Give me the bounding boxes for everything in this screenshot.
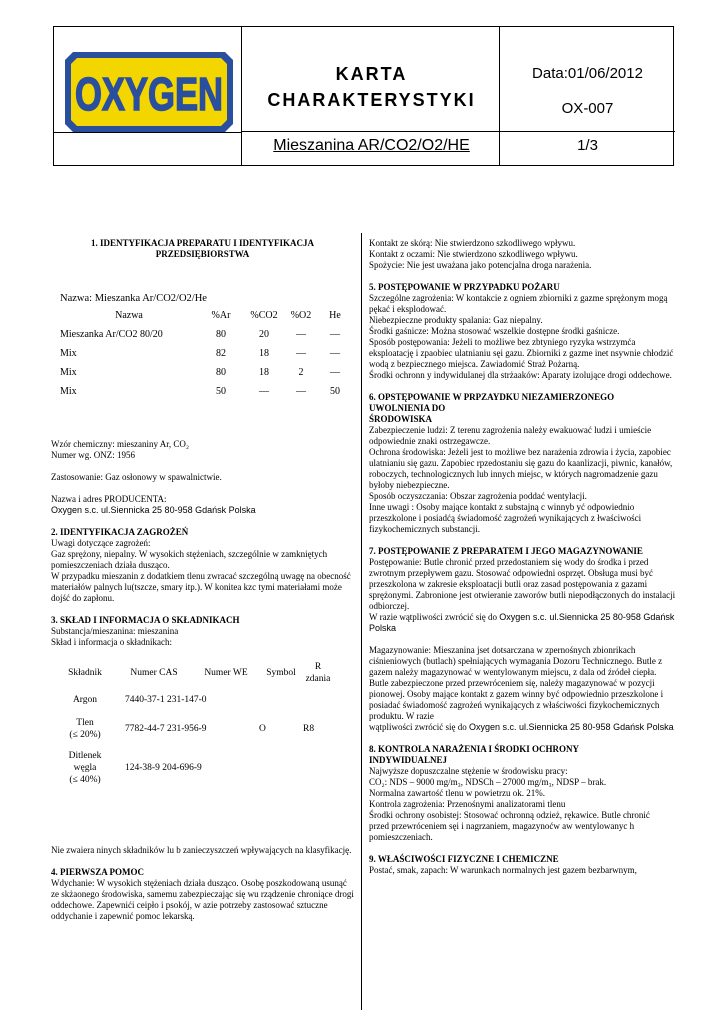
- page-number: 1/3: [577, 137, 598, 154]
- right-column: [369, 238, 676, 876]
- paragraph: Substancja/mieszanina: mieszanina: [51, 626, 179, 636]
- table-header: Nazwa: [115, 310, 143, 321]
- cell-line: węgla: [73, 763, 97, 773]
- document-code: OX-007: [561, 100, 614, 117]
- company-address: Oxygen s.c. ul.Siennicka 25 80-958 Gdańsk Polska: [468, 722, 674, 732]
- r-label: R: [314, 662, 322, 672]
- table-header: Numer CAS: [130, 667, 178, 678]
- table-header-row: [55, 658, 333, 688]
- table-header: Składnik: [68, 667, 102, 678]
- table-cell: —: [296, 348, 306, 359]
- table-cell: 82: [216, 348, 226, 359]
- paragraph: Normalna zawartość tlenu w powietrzu ok. 21%.: [369, 788, 545, 798]
- document-date: Data:01/06/2012: [532, 65, 643, 82]
- table-cell: Mix: [60, 367, 77, 378]
- composition-table: [60, 306, 352, 401]
- producer-address: Oxygen s.c. ul.Siennicka 25 80-958 Gdańsk Polska: [51, 505, 256, 515]
- table-cell: [259, 688, 303, 712]
- usage-text: Zastosowanie: Gaz osłonowy w spawalnictwie.: [51, 472, 222, 482]
- table-cell: —: [330, 348, 340, 359]
- table-cell: —: [330, 367, 340, 378]
- table-cell: [55, 746, 115, 790]
- table-cell: —: [296, 329, 306, 340]
- section-8-title: 8. KONTROLA NARAŻENIA I ŚRODKI OCHRONY: [369, 744, 580, 754]
- paragraph: Najwyższe dopuszczalne stężenie w środowisku pracy:: [369, 766, 568, 776]
- document-title: [249, 61, 494, 113]
- paragraph: Kontakt z oczami: Nie stwierdzono szkodliwego wpływu.: [369, 249, 578, 259]
- paragraph: W przypadku mieszanin z dodatkiem tlenu zwracać szczególną uwagę na obecność materiałów palnych lu(tszcze, smary itp.). W konitea kzc tymi materiałami może dojść do zapłonu.: [51, 571, 351, 603]
- cell-line: (≤ 40%): [69, 775, 101, 785]
- paragraph: Postępowanie: Butle chronić przed przedostaniem się wody do środka i przed zwrotnym przepływem gazu. Stosować odpowiedni osprzęt. Obsługa musi być: [369, 557, 653, 578]
- section-1-title: 1. IDENTYFIKACJA PREPARATU I IDENTYFIKACJA PRZEDSIĘBIORSTWA: [91, 238, 314, 259]
- table-row: [55, 746, 333, 790]
- table-row: [55, 712, 333, 746]
- oxygen-logo: [63, 50, 235, 134]
- table-cell: [303, 688, 333, 712]
- table-row: [60, 363, 352, 382]
- table-cell: Mix: [60, 348, 77, 359]
- paragraph: przeszkolona w zakresie eksploatacji butli oraz zasad postępowania z gazami sprężonymi. Zabronione jest otwieranie zaworów butli niepodłączonych do instalacji odbiorczej.: [369, 579, 676, 611]
- paragraph: Kontrola zagrożenia: Przenośnymi analizatorami tlenu: [369, 799, 566, 809]
- paragraph: Kontakt ze skórą: Nie stwierdzono szkodliwego wpływu.: [369, 238, 576, 248]
- section-9-title: 9. WŁAŚCIWOŚCI FIZYCZNE I CHEMICZNE: [369, 854, 559, 864]
- logo-text: OXYGEN: [75, 68, 223, 120]
- section-4-title: 4. PIERWSZA POMOC: [51, 867, 144, 877]
- paragraph: [369, 722, 676, 733]
- paragraph: Sposób postępowania: Jeżeli to możliwe bez zbtyniego ryzyka wstrzymća eksploatację i zpaobiec ulatnianiu sęi gazu. Zbiorniki z gazme inet nsywnie chłodzić wodą z bezpiecznego miejsca. Zawiadomić Straż Pożarną.: [369, 337, 674, 369]
- section-5-title: 5. POSTĘPOWANIE W PRZYPADKU POŻARU: [369, 282, 560, 292]
- table-header: %Ar: [211, 310, 231, 321]
- left-column: [51, 238, 354, 922]
- components-table: [55, 658, 333, 790]
- paragraph: Inne uwagi : Osoby mające kontakt z substajną c winnyb yć odpowiednio przeszkolone i posiadćą świadomość zagrożeń wynikających z łwaściwości fizykochemicznych substancji.: [369, 502, 642, 534]
- table-cell: 7782-44-7 231-956-9: [125, 723, 207, 734]
- paragraph: Zabezpieczenie ludzi: Z terenu zagrożenia należy ewakuować ludzi i umieście: [369, 425, 652, 435]
- table-cell: [303, 746, 333, 790]
- table1-caption: Nazwa: Mieszanka Ar/CO2/O2/He: [60, 293, 207, 304]
- table-cell: [259, 746, 303, 790]
- paragraph: Szczególne zagrożenia: W kontakcie z ogniem zbiorniki z gazme sprężonym mogą pękać i eksplodować.: [369, 293, 668, 314]
- section-6-title: UWOLNIENIA DO: [369, 403, 446, 413]
- table-cell: 18: [259, 367, 269, 378]
- paragraph: Gaz sprężony, niepalny. W wysokich stężeniach, szczególnie w zamkniętych pomieszczeniach działa dusząco.: [51, 549, 328, 570]
- table-cell: —: [296, 386, 306, 397]
- section-8-title: INDYWIDUALNEJ: [369, 755, 448, 765]
- table-header: He: [329, 310, 341, 321]
- table-row: [55, 688, 333, 712]
- table-header: [303, 658, 333, 688]
- section-6-title: 6. OPSTĘPOWANIE W PRPZAYDKU NIEZAMIERZONEGO: [369, 392, 615, 402]
- table-cell: [55, 712, 115, 746]
- text-span: wątpliwości zwrócić się do: [369, 722, 469, 732]
- table-cell: —: [259, 386, 269, 397]
- cell-line: (≤ 20%): [69, 730, 101, 740]
- table-cell: 7440-37-1 231-147-0: [125, 694, 207, 705]
- table-cell: Argon: [72, 694, 98, 705]
- section-6-title: ŚRODOWISKA: [369, 414, 433, 424]
- table-cell: Mix: [60, 386, 77, 397]
- table-cell: 80: [216, 367, 226, 378]
- paragraph: Środki ochronn y indywidulanej dla strżaaków: Aparaty izolujące drogi oddechowe.: [369, 370, 672, 380]
- table-header: %CO2: [250, 310, 278, 321]
- cell-line: Ditlenek: [68, 751, 102, 761]
- paragraph: odpowiednie znaki ostrzegawcze.: [369, 436, 491, 446]
- section-2-title: 2. IDENTYFIKACJA ZAGROŻEŃ: [51, 527, 189, 537]
- producer-label: Nazwa i adres PRODUCENTA:: [51, 494, 167, 504]
- paragraph: Magazynowanie: Mieszanina jset dotsarczana w zpernośnych zbionrikach ciśnieniowych (butlach) spełniających wymagania Dozoru Technicznego. Butle z gazem należy magazynować w wentylowanym miejscu, z dala od źródeł ciepła. Butle zabezpieczone przed przewróceniem się, należy magazynować w pozycji pionowej. Osoby mające kontakt z gazem winny być odpowiednio przeszkolone i posiadać świadomość zagrożeń wynikających z właściwości fizykochemicznych produktu. W razie: [369, 645, 664, 721]
- zdania-label: zdania: [305, 674, 331, 684]
- paragraph: Postać, smak, zapach: W warunkach normalnych jest gazem bezbarwnym,: [369, 865, 637, 875]
- paragraph: Uwagi dotyczące zagrożeń:: [51, 538, 151, 548]
- table-header: Numer WE: [204, 667, 248, 678]
- table-cell: 50: [216, 386, 226, 397]
- paragraph: Wdychanie: W wysokich stężeniach działa dusząco. Osobę poszkodowaną usunąć ze skżaonego środowiska, samemu zabezpieczając się wu rządzenie chroniące drogi oddechowe. Zapewnići ceipło i psokój, w azie potrzeby zastosować sztuczne oddychanie i zapewnić pomoc lekarską.: [51, 878, 354, 921]
- cell-line: Tlen: [76, 718, 94, 728]
- table-cell: 50: [330, 386, 340, 397]
- table-cell: 2: [298, 367, 304, 378]
- paragraph: Sposób oczyszczania: Obszar zagrożenia poddać wentylacji.: [369, 491, 587, 501]
- table-row: [60, 382, 352, 401]
- paragraph: Skład i informacja o składnikach:: [51, 637, 172, 647]
- table-cell: O: [259, 723, 266, 734]
- column-divider: [361, 233, 362, 1010]
- table-header: %O2: [290, 310, 312, 321]
- paragraph: Środki gaśnicze: Można stosować wszelkie dostępne środki gaśnicze.: [369, 326, 620, 336]
- mixture-name: Mieszanina AR/CO2/O2/HE: [273, 137, 470, 154]
- table-row: [60, 344, 352, 363]
- table-header: Symbol: [266, 667, 296, 678]
- table-cell: 20: [259, 329, 269, 340]
- text-span: W razie wątpliwości zwrócić się do: [369, 612, 500, 622]
- table-cell: 80: [216, 329, 226, 340]
- section-7-title: 7. POSTĘPOWANIE Z PREPARATEM I JEGO MAGAZYNOWANIE: [369, 546, 643, 556]
- header-divider: [241, 131, 675, 132]
- title-line: CHARAKTERYSTYKI: [267, 90, 476, 110]
- paragraph: przed przewróceniem sęi i nagrzaniem, magazynoćw aw wentylowanyc h pomieszczeniach.: [369, 821, 635, 842]
- paragraph: CO₂: NDS – 9000 mg/m₃, NDSCh – 27000 mg/m₃, NDSP – brak.: [369, 777, 607, 787]
- paragraph: Niebezpieczne produkty spalania: Gaz niepalny.: [369, 315, 543, 325]
- company-address: Oxygen s.c. ul.Siennicka 25 80-958 Gdańsk Polska: [369, 612, 675, 633]
- table-cell: 18: [259, 348, 269, 359]
- section-3-title: 3. SKŁAD I INFORMACJA O SKŁADNIKACH: [51, 615, 240, 625]
- impurities-text: Nie zwaiera ninych składników lu b zanieczyszczeń wpływających na klasyfikację.: [51, 845, 352, 855]
- document-header: [53, 26, 674, 166]
- table-cell: —: [330, 329, 340, 340]
- paragraph: Spożycie: Nie jest uważana jako potencjalna droga narażenia.: [369, 260, 592, 270]
- paragraph: Ochrona środowiska: Jeżeli jest to możliwe bez narażenia zdrowia i życia, zapobiec ulatnianiu się gazu. Zapobiec rpzedostaniu się gazu do kaanlizacji, piwnic, kanałów, roboczych, technologicznych lub innych miejsc, w których nagromadzenie gazu byłoby niebezpieczne.: [369, 447, 673, 490]
- chemical-formula: Wzór chemiczny: mieszaniny Ar, CO₂: [51, 439, 189, 449]
- table-cell: Mieszanka Ar/CO2 80/20: [60, 329, 163, 340]
- paragraph: Środki ochrony osobistej: Stosować ochronną odzież, rękawice. Butle chronić: [369, 810, 650, 820]
- table-cell: 124-38-9 204-696-9: [125, 762, 202, 773]
- table-header-row: [60, 306, 352, 325]
- paragraph: [369, 612, 676, 634]
- title-line: KARTA: [335, 64, 408, 84]
- header-divider: [241, 27, 242, 165]
- table-row: [60, 325, 352, 344]
- onz-number: Numer wg. ONZ: 1956: [51, 450, 135, 460]
- table-cell: R8: [303, 723, 315, 734]
